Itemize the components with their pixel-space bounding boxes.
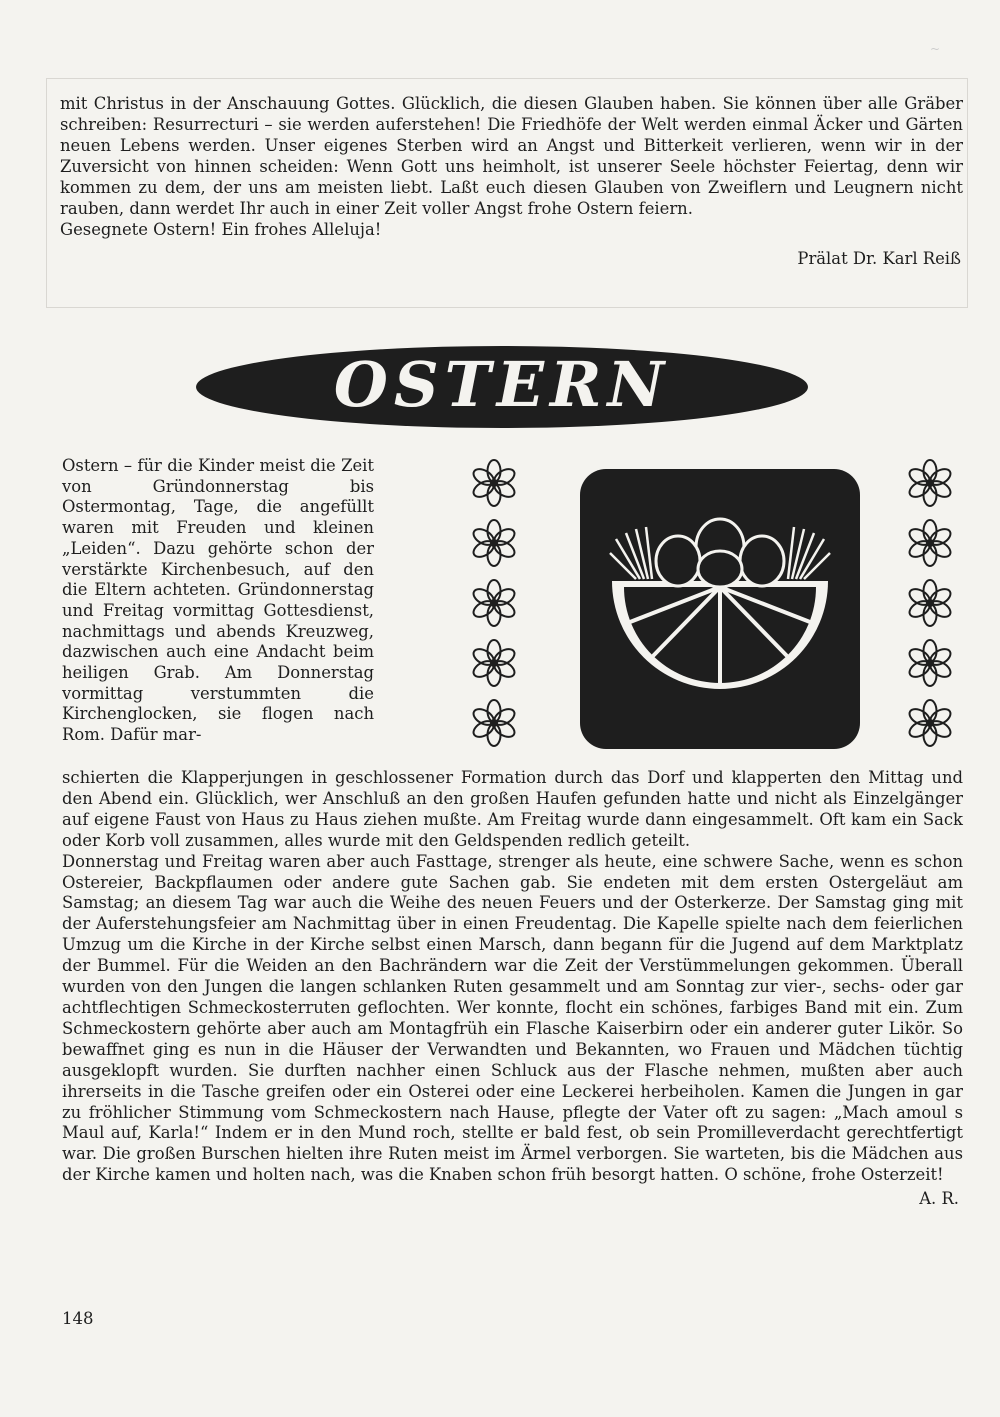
flower-icon	[471, 640, 517, 686]
intro-signature: Prälat Dr. Karl Reiß	[797, 249, 961, 268]
flower-icon	[907, 460, 953, 506]
headline-text: OSTERN	[333, 348, 671, 421]
flower-icon	[907, 700, 953, 746]
body-signature: A. R.	[919, 1189, 959, 1209]
body-paragraph-2: Donnerstag und Freitag waren aber auch Fasttage, strenger als heute, eine schwere Sache, wenn es schon Ostereier, Backpflaumen oder andere gute Sachen gab. Sie endeten mit dem ersten Ostergeläut am Samstag; an diesem Tag war auch die Weihe des neuen Feuers und der Osterkerze. Der Samstag ging mit der Auferstehungsfeier am Nachmittag über in einen Freudentag. Die Kapelle spielte nach dem feierlichen Umzug um die Kirche in der Kirche selbst einen Marsch, dann begann für die Jugend auf dem Marktplatz der Bummel. Für die Weiden an den Bachrändern war die Zeit der Verstümmelungen gekommen. Überall wurden von den Jungen die langen schlanken Ruten gesammelt und am Sonntag zur vier-, sechs- oder gar achtflechtigen Schmeckosterruten geflochten. Wer konnte, flocht ein schönes, farbiges Band mit ein. Zum Schmeckostern gehörte aber auch am Montagfrüh ein Flasche Kaiserbirn oder ein anderer guter Likör. So bewaffnet ging es nun in die Häuser der Verwandten und Bekannten, wo Frauen und Mädchen tüchtig ausgeklopft wurden. Sie durften nachher einen Schluck aus der Flasche nehmen, mußten aber auch ihrerseits in die Tasche greifen oder ein Osterei oder eine Leckerei herbeiholen. Kamen die Jungen in gar zu fröhlicher Stimmung vom Schmeckostern nach Hause, pflegte der Vater oft zu sagen: „Mach amoul s Maul auf, Karla!“ Indem er in den Mund roch, stellte er bald fest, ob sein Promilleverdacht gerechtfertigt war. Die großen Burschen hielten ihre Ruten meist im Ärmel verborgen. Sie warteten, bis die Mädchen aus der Kirche kamen und holten nach, was die Knaben schon früh besorgt hatten. O schöne, frohe Osterzeit!	[62, 851, 963, 1185]
ostern-headline	[196, 346, 808, 428]
left-column	[62, 456, 374, 746]
egg-icon	[740, 536, 784, 586]
flower-ornament-left	[467, 455, 521, 755]
flower-icon	[471, 580, 517, 626]
main-body	[62, 768, 963, 1210]
egg-icon	[656, 536, 700, 586]
flower-icon	[471, 520, 517, 566]
page-number: 148	[62, 1309, 94, 1328]
flower-icon	[907, 580, 953, 626]
intro-greeting: Gesegnete Ostern! Ein frohes Alleluja!	[60, 220, 382, 239]
flower-icon	[907, 520, 953, 566]
easter-basket-emblem	[580, 469, 860, 749]
bleed-through-mark: ~	[930, 42, 941, 56]
intro-paragraph: mit Christus in der Anschauung Gottes. Glücklich, die diesen Glauben haben. Sie können über alle Gräber schreiben: Resurrecturi – sie werden auferstehen! Die Friedhöfe der Welt werden einmal Äcker und Gärten neuen Lebens werden. Unser eigenes Sterben wird an Angst und Bitterkeit verlieren, wenn wir in der Zuversicht von hinnen scheiden: Wenn Gott uns heimholt, ist unserer Seele höchster Feiertag, denn wir kommen zu dem, der uns am meisten liebt. Laßt euch diesen Glauben von Zweiflern und Leugnern nicht rauben, dann werdet Ihr auch in einer Zeit voller Angst frohe Ostern feiern.	[60, 94, 963, 218]
flower-icon	[471, 460, 517, 506]
intro-section	[60, 93, 963, 269]
body-paragraph-1: schierten die Klapperjungen in geschlossener Formation durch das Dorf und klapperten den Mittag und den Abend ein. Glücklich, wer Anschluß an den großen Haufen gefunden hatte und nicht als Einzelgänger auf eigene Faust von Haus zu Haus ziehen mußte. Am Freitag wurde dann eingesammelt. Oft kam ein Sack oder Korb voll zusammen, alles wurde mit den Geldspenden redlich geteilt.	[62, 768, 963, 850]
flower-icon	[471, 700, 517, 746]
column-paragraph: Ostern – für die Kinder meist die Zeit von Gründonnerstag bis Ostermontag, Tage, die angefüllt waren mit Freuden und kleinen „Leiden“. Dazu gehörte schon der verstärkte Kirchenbesuch, auf den die Eltern achteten. Gründonnerstag und Freitag vormittag Gottesdienst, nachmittags und abends Kreuzweg, dazwischen auch eine Andacht beim heiligen Grab. Am Donnerstag vormittag verstummten die Kirchenglocken, sie flogen nach Rom. Dafür mar-	[62, 456, 374, 745]
egg-icon	[698, 551, 742, 587]
flower-icon	[907, 640, 953, 686]
flower-ornament-right	[903, 455, 957, 755]
